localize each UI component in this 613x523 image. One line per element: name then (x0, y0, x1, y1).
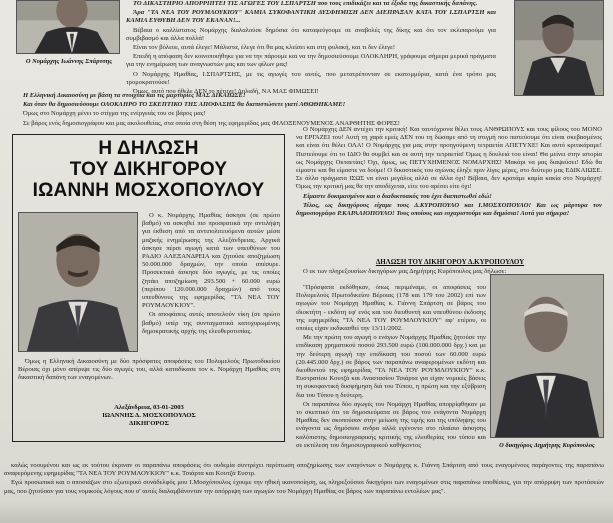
left-column-text (142, 212, 280, 352)
right-subhead: ΔΗΛΩΣΗ ΤΟΥ ΔΙΚΗΓΟΡΟΥ Δ.ΚΥΡΟΠΟΥΛΟΥ (375, 258, 525, 266)
headline-line-1: Η ΔΗΛΩΣΗ (98, 138, 199, 159)
signature-place: Αλεξάνδρεια, 03-01-2003 (114, 404, 184, 411)
left-full-text (18, 358, 280, 394)
left-signature (18, 404, 280, 427)
page-shadow (0, 500, 613, 523)
top-para-8: Η Ελληνική Δικαιοσύνη με βάση τα στοιχεία και τις μαρτυρίες ΜΑΣ ΔΙΚΑΙΩΣΕ! (23, 92, 246, 99)
right-article-text (296, 284, 486, 470)
top-para-6: Ο Νομάρχης Ημαθίας, Ι.ΣΠΑΡΤΣΗΣ, με τις αγωγές του αυτές, που μετατρέπονταν σε εκατομμύρια, κατά ένα τρόπο μας τρομοκρατούσε! (126, 70, 496, 86)
photo-kyropoulos (490, 274, 604, 438)
top-para-11: Σε βάρος ενός δημοσιογράφου και μας ακολουθείας, στα οποία στη θέση της εφημερίδας μας ΦΙΛΟΞΕΝΟΥΜΕΝΟΣ ΑΝΑΡΘΗΤΗΣ ΦΟΡΕΣ! (23, 119, 400, 127)
left-full-para: Όμως η Ελληνική Δικαιοσύνη με δύο πρόσφατες αποφάσεις του Πολυμελούς Πρωτοδικείου Βέροιας όχι μόνο απέριψε τις δύο αγωγές του, αλλά καταδίκασε τον κ. Νομάρχη Ημαθίας στη δικαστική δαπάνη των εναγομένων. (18, 358, 280, 382)
signature-name: ΙΩΑΝΝΗΣ Δ. ΜΟΣΧΟΠΟΥΛΟΣ (102, 411, 196, 419)
photo-spartsis (16, 0, 120, 54)
right-para-1: "Πρόσφατα εκδόθηκαν, όπως περιμέναμε, οι αποφάσεις του Πολυμελούς Πρωτοδικείου Βέροιας (178 και 179 του 2002) επί των αγωγών του Νομάρχη Ημαθίας κ. Γιάννη Σπάρτση σε βάρος του ιδιοκτήτη - εκδότη εφ' ενός και του διευθυντή και υπευθύνου έκδοσης της εφημερίδας "ΤΑ ΝΕΑ ΤΟΥ ΡΟΥΜΛΟΥΚΙΟΥ" αφ' ετέρου, οι οποίες είχαν εκδικασθεί την 13/11/2002. (296, 284, 486, 333)
left-col-para-1: Ο κ. Νομάρχης Ημαθίας άσκησε (σε πρώτο βαθμό) να ασκηθεί πιο προσφατικά την αντιλήψη για έκθεση από τα αντιπολιτευόμενα αυτών μέσα μαζικής ενημέρωσης της Αλεξάνδρειας. Αρχικά άσκησε πέρσι αγωγή κατά των υπευθύνων του ΡΑΔΙΟ ΑΛΕΞΑΝΔΡΕΙΑ και ζητούσε αποζημίωση 50.000.000 δραχμών, την οποία απέσυρε. Προσεκτικά άσκησε δύο αγωγές, με τις οποίες ζητάει αποζημίωση 293.500 + 60.000 ευρώ (περίπου 120.000.000 δραχμών) από τους υπευθύνους της εφημερίδας "ΤΑ ΝΕΑ ΤΟΥ ΡΟΥΜΛΟΥΚΙΟΥ". (142, 212, 280, 310)
caption-kyropoulos: Ο δικηγόρος Δημήτρης Κυρόπουλος (499, 442, 595, 449)
top-article-text-wide (16, 92, 496, 127)
right-para-2: Με την πρώτη του αγωγή ο ενάγων Νομάρχης Ημαθίας ζητούσε την επιδίκαση χρηματικού ποσού 293.500 ευρώ (100.000.000 δρχ.) και με την δεύτερη αγωγή την επιδίκαση του ποσού των 60.000 ευρώ (20.445.000 δρχ.) σε βάρος των παραπάνω αναφερομένων εκδότη και διευθυντού της εφημερίδας "ΤΑ ΝΕΑ ΤΟΥ ΡΟΥΜΛΟΥΚΙΟΥ" κ.κ. Ευστρατίου Κουτζά και Αναστασίου Τσιάρτα για είχαν νομικές βάσεις τη συκοφαντική δυσφήμηση διά του Τύπου, η πρώτη και την εξύβριση δια του Τύπου η δεύτερη. (296, 334, 486, 399)
bottom-line-1: καλώς νοουμένου και ως εκ τούτου έκριναν οι παραπάνω αποφάσεις ότι ουδεμία συντρέχει περίπτωση αποζημίωσης των εναγόντων ο Νομάρχης κ. Γιάννη Σπάρτση από τους εναγομένους παράγοντες της παραπάνω αναφερόμενης εφημερίδας "ΤΑ ΝΕΑ ΤΟΥ ΡΟΥΜΛΟΥΚΙΟΥ" κ.κ. Τσιάρτα και Κουτζά Ευστρ. (4, 462, 604, 478)
caption-spartsis: Ο Νομάρχης Ιωάννης Σπάρτσης (25, 58, 113, 65)
left-col-para-2: Οι αποφάσεις αυτές αποτελούν νίκη (σε πρώτο βαθμό) υπέρ της συνταγματικά κατοχυρωμένης δημοκρατικής αρχής της ελευθεροτυπίας. (142, 311, 280, 335)
top-para-2: Άρα "ΤΑ ΝΕΑ ΤΟΥ ΡΟΥΜΛΟΥΚΙΟΥ" ΚΑΜΙΑ ΣΥΚΟΦΑΝΤΙΚΗ ΔΥΣΦΗΜΙΣΗ ΔΕΝ ΔΙΕΠΡΑΞΑΝ ΚΑΤΑ ΤΟΥ Ι.ΣΠΑΡΤΣΗ και ΚΑΜΙΑ ΕΥΘΥΒΗ ΔΕΝ ΤΟΥ ΕΚΑΝΑΝ!... (126, 9, 496, 25)
right-para-3: Οι παραπάνω δύο αγωγές του Νομάρχη Ημαθίας απορρίφθηκαν με το σκεπτικό ότι τα δημοσιεύματα σε βάρος του ενάγοντα Νομάρχη Ημαθίας δεν σκοπούσαν στην μείωση της τιμής και της υπόληψης του ενάγοντα ως δημόσιου ανδρα αλλά εγένοντο στο πλαίσιο άσκησης καλόπιστης δημοσιογραφικής κριτικής της ελευθερίας του τύπου και σε εκτέλεση του δημοσιογραφικού καθήκοντος (296, 400, 486, 449)
left-headline (14, 138, 283, 201)
right-col-closing: Τέλος, ως δικηγόρους είχαμε τους Δ.ΚΥΡΟΠΟΥΛΟ και Ι.ΜΟΣΧΟΠΟΥΛΟ! Και ως μάρτυρα τον δημοσιογράφο Ρ.ΚΑΡΑΛΙΟΠΟΥΛΟ! Τους οποίους και ευχαριστούμε και δημόσια! Αυτά για σήμερα! (296, 201, 602, 218)
top-para-1: ΤΟ ΔΙΚΑΣΤΗΡΙΟ ΑΠΟΡΡΙΠΤΕΙ ΤΙΣ ΑΓΩΓΕΣ ΤΟΥ Ι.ΣΠΑΡΤΣΗ που τους επιδικάζει και τα έξοδα της δικαστικής δαπάνης. (133, 0, 478, 7)
photo-karaliopoulos (514, 0, 604, 96)
right-intro: Ο εκ των πληρεξουσίων δικηγόρων μας Δημήτρης Κυρόπουλος μας δήλωσε: (303, 268, 507, 275)
top-para-10: Όμως στο Νομάρχη μένει το στίγμα της ενέργειάς του σε βάρος μας! (23, 110, 206, 118)
bottom-line-2: Εγώ προσωπικά και ο αποσιάζων στο εξωτερικό συνάδελφός μου Ι.Μοσχόπουλος έχουμε την ηθική ικανοποίηση, ως πληρεξούσιοι δικηγόροι των εναγομένων στις παραπάνω υποθέσεις, για την απόρριψη των προτάσεών μας, που ζητούσαν για τους νομικούς λόγους που σ' αυτές διαλαμβάνονταν την απόρριψη των αγωγών του Νομάρχη Ημαθίας σε βάρος των παραπάνω εντολέων μας". (4, 479, 604, 495)
top-para-3: Βέβαια ο καλλίστατος Νομάρχης διαλαλούσε δημόσια ότι καταφεύγουμε σε αναβολές της δίκης και ότι τον εκλιπαρούμε για συμβιβασμό και άλλα πολλά! (126, 26, 496, 42)
right-column-text (296, 126, 602, 254)
top-para-4: Είναι τον βόλευε, αυτά έλεγε! Μάλιστα, έλεγε ότι θα μας κλείσει και στη φυλακή, και τι δεν έλεγε! (133, 44, 396, 52)
headline-line-2: ΤΟΥ ΔΙΚΗΓΟΡΟΥ (69, 159, 228, 180)
top-para-5: Επειδή η απόφαση δεν κοινοποιήθηκε για να την πάρουμε και να την δημοσιεύσουμε ΟΛΟΚΛΗΡΗ, γράφουμε σήμερα μερικά πράγματα για την ενημέρωση των αναγνωστών μας και των φίλων μας! (126, 53, 496, 69)
signature-title: ΔΙΚΗΓΟΡΟΣ (129, 419, 169, 427)
top-para-7: Όμως, αυτό που ήθελε ΔΕΝ το πέτυχε! Δηλαδή, ΝΑ ΜΑΣ ΦΙΜΩΣΕΙ! (133, 88, 319, 96)
top-para-9: Και όταν θα δημοσιεύσουμε ΟΛΟΚΛΗΡΟ ΤΟ ΣΚΕΠΤΙΚΟ ΤΗΣ ΑΠΟΦΑΣΗΣ θα διαπιστώσετε γιατί ΑΘΩΘΗΚΑΜΕ! (23, 101, 346, 109)
photo-moschopoulos (18, 212, 138, 352)
headline-line-3: ΙΩΑΝΝΗ ΜΟΣΧΟΠΟΥΛΟΥ (32, 180, 265, 201)
right-col-cont: Είμαστε δοκιμασμένοι και ο διαδικτυακός του έχει διαπιστωθεί εδώ! (303, 192, 492, 200)
right-col-para: Ο Νομάρχης ΔΕΝ αντέχει την κριτική! Και ταυτόχρονα θέλει τους ΑΝΘΡΩΠΟΥΣ και τους φίλους του ΜΟΝΟ να ΕΡΓΑΖΕΙ του! Αυτή τη χαρά εμείς ΔΕΝ του τη δώσαμε από τη στιγμή που πιστεύουμε ότι είναι σκεβασμένος και είναι ότι θέλει ΟΛΑ! Ο Νομάρχης για μας στην προηγούμενη τετραετία ΑΠΕΤΥΧΕ! Και αυτό κριτικάραμε! Πιστεύουμε ότι το ΙΔΙΟ θα συμβεί και σε αυτή την τετραετία! Όμως η δουλειά του είναι! Θα μείνει στην ιστορία ως Νομάρχης Οκταετίας! Όχι, όμως, ως ΠΕΤΥΧΗΜΕΝΟΣ ΝΟΜΑΡΧΗΣ! Μακάρι να μας διαψεύσει! Εδώ θα είμαστε και θα είμαστε να δούμε! Ο δικαστικός του αγώνας έληξε πριν λίγες μέρες, στο δεύτερο μας ΕΔΙΚΑΙΩΣΕ. Σε άλλα πράγματα ΙΣΩΣ να είναι μεγάλος αλλά σε άλλα όχι! Βέβαια, δεν κρατάμε καμία κακία στο Νομάρχη! Όμως την κριτική μας θα την αποδέχεται, είτε του αρέσει είτε όχι! (296, 126, 602, 191)
